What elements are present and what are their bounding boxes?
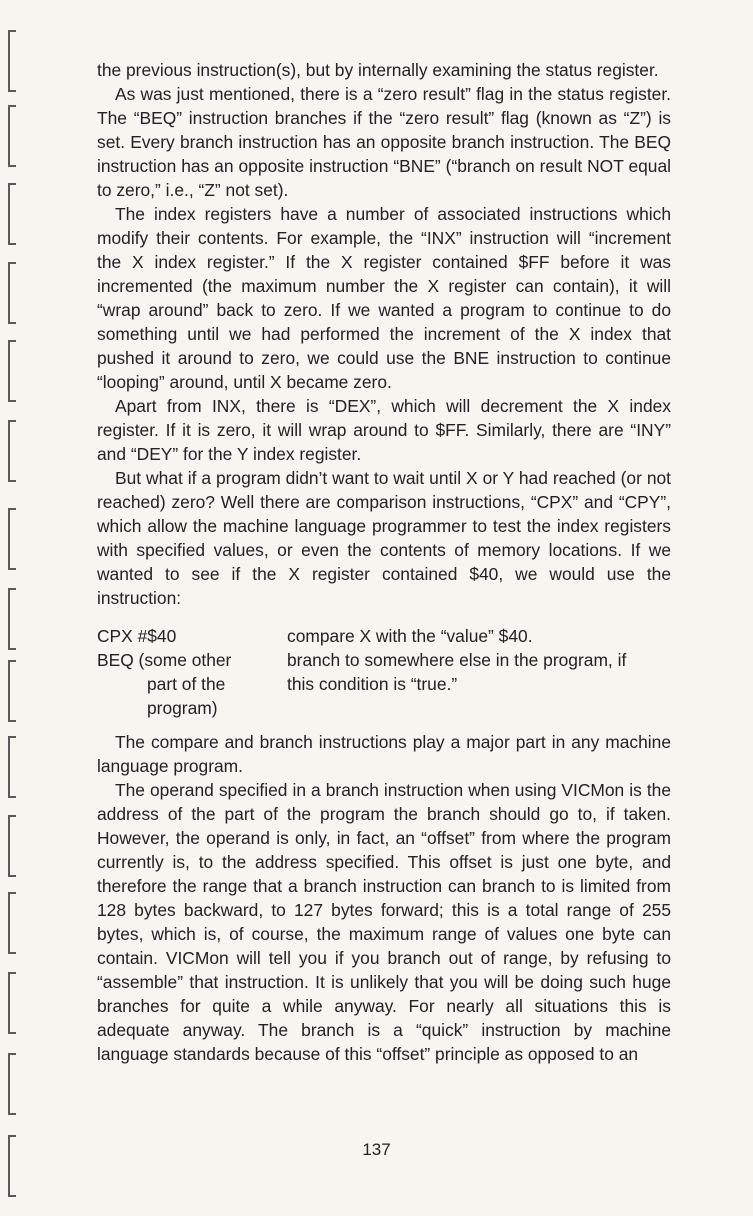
- code-instruction: BEQ (some other: [97, 650, 232, 670]
- paragraph: The operand specified in a branch instruction when using VICMon is the address of the part of the program the branch should go to, if taken. However, the operand is only, in fact, an “offset” from where the program currently is, to the address specified. This offset is just one byte, and therefore the range that a branch instruction can branch to is limited from 128 bytes backward, to 127 bytes forward; this is a total range of 255 bytes, which is, of course, the maximum range of values one byte can contain. VICMon will tell you if you branch out of range, by refusing to “assemble” that instruction. It is unlikely that you will be doing such huge branches for quite a while anyway. For nearly all situations this is adequate anyway. The branch is a “quick” instruction by machine language standards because of this “offset” principle as opposed to an: [97, 780, 671, 1064]
- binding-bracket: [8, 1053, 16, 1115]
- binding-bracket: [8, 892, 16, 954]
- binding-bracket: [8, 815, 16, 877]
- binding-bracket: [8, 660, 16, 722]
- code-instruction-continuation: part of the: [147, 674, 226, 694]
- paragraph: Apart from INX, there is “DEX”, which will decrement the X index register. If it is zero, it will wrap around to $FF. Similarly, there are “INY” and “DEY” for the Y index register.: [97, 396, 671, 464]
- binding-bracket: [8, 105, 16, 167]
- code-instruction-continuation: program): [147, 698, 218, 718]
- code-comment: compare X with the “value” $40.: [287, 626, 533, 646]
- binding-bracket: [8, 508, 16, 570]
- binding-bracket: [8, 183, 16, 245]
- binding-bracket: [8, 972, 16, 1034]
- binding-marks: [0, 0, 40, 1216]
- code-instruction: CPX #$40: [97, 626, 177, 646]
- page-number: 137: [362, 1140, 391, 1159]
- binding-bracket: [8, 588, 16, 650]
- code-line: [97, 672, 671, 696]
- code-line: [97, 624, 671, 648]
- binding-bracket: [8, 262, 16, 324]
- page-body: [97, 58, 671, 1066]
- paragraph: The compare and branch instructions play a major part in any machine language program.: [97, 732, 671, 776]
- code-line: [97, 648, 671, 672]
- binding-bracket: [8, 736, 16, 798]
- binding-bracket: [8, 340, 16, 402]
- code-comment: this condition is “true.”: [287, 674, 458, 694]
- paragraph: the previous instruction(s), but by internally examining the status register.: [97, 60, 659, 80]
- paragraph: But what if a program didn’t want to wait until X or Y had reached (or not reached) zero? Well there are comparison instructions, “CPX” and “CPY”, which allow the machine language programmer to test the index registers with specified values, or even the contents of memory locations. If we wanted to see if the X register contained $40, we would use the instruction:: [97, 468, 671, 608]
- binding-bracket: [8, 420, 16, 482]
- code-line: [97, 696, 671, 720]
- code-comment: branch to somewhere else in the program, if: [287, 650, 627, 670]
- binding-bracket: [8, 30, 16, 92]
- paragraph: The index registers have a number of associated instructions which modify their contents. For example, the “INX” instruction will “increment the X index register.” If the X register contained $FF before it was incremented (the maximum number the X register can contain), it will “wrap around” back to zero. If we wanted a program to continue to do something until we had performed the increment of the X index that pushed it around to zero, we could use the BNE instruction to continue “looping” around, until X became zero.: [97, 204, 671, 392]
- code-example: [97, 624, 671, 720]
- paragraph: As was just mentioned, there is a “zero result” flag in the status register. The “BEQ” instruction branches if the “zero result” flag (known as “Z”) is set. Every branch instruction has an opposite branch instruction. The BEQ instruction has an opposite instruction “BNE” (“branch on result NOT equal to zero,” i.e., “Z” not set).: [97, 84, 671, 200]
